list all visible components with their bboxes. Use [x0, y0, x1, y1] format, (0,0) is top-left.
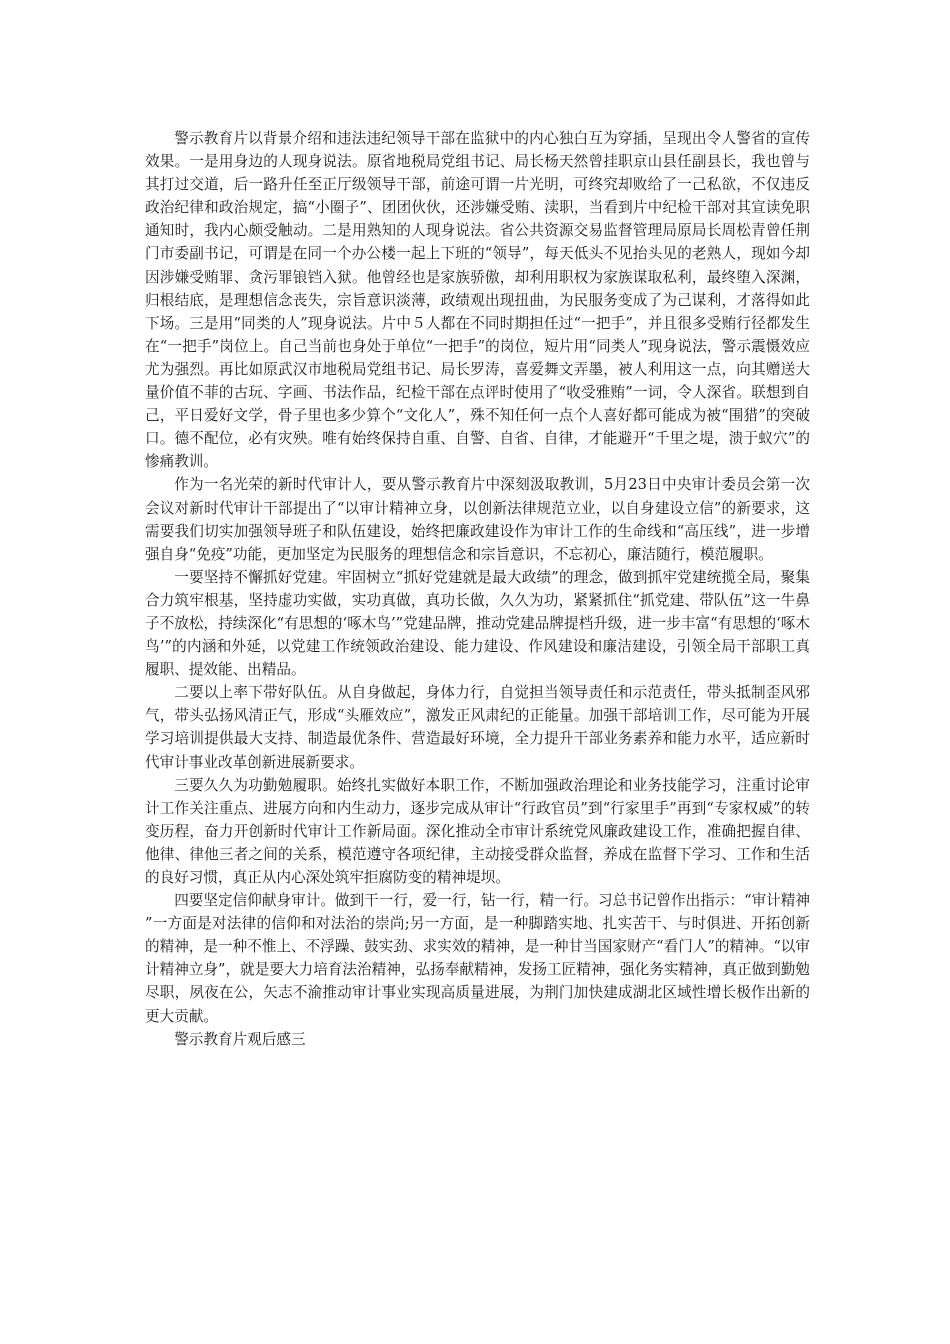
paragraph-5: 三要久久为功勤勉履职。始终扎实做好本职工作，不断加强政治理论和业务技能学习，注重讨论审计工作关注重点、进展方向和内生动力，逐步完成从审计“行政官员”到“行家里手”再到“专家权威”的转变历程，奋力开创新时代审计工作新局面。深化推动全市审计系统党风廉政建设工作，准确把握自律、他律、律他三者之间的关系，模范遵守各项纪律，主动接受群众监督，养成在监督下学习、工作和生活的良好习惯，真正从内心深处筑牢拒腐防变的精神堤坝。 [145, 776, 810, 886]
document-body [145, 127, 810, 1051]
section-title: 警示教育片观后感三 [174, 1030, 306, 1048]
paragraph-6: 四要坚定信仰献身审计。做到干一行，爱一行，钻一行，精一行。习总书记曾作出指示：“审计精神”一方面是对法律的信仰和对法治的崇尚;另一方面，是一种脚踏实地、扎实苦干、与时俱进、开拓创新的精神，是一种不惟上、不浮躁、鼓实劲、求实效的精神，是一种甘当国家财产“看门人”的精神。“以审计精神立身”，就是要大力培育法治精神，弘扬奉献精神，发扬工匠精神，强化务实精神，真正做到勤勉尽职，夙夜在公，矢志不渝推动审计事业实现高质量进展，为荆门加快建成湖北区域性增长极作出新的更大贡献。 [145, 892, 810, 1025]
paragraph-4: 二要以上率下带好队伍。从自身做起，身体力行，自觉担当领导责任和示范责任，带头抵制歪风邪气，带头弘扬风清正气，形成“头雁效应”，激发正风肃纪的正能量。加强干部培训工作，尽可能为开展学习培训提供最大支持、制造最优条件、营造最好环境，全力提升干部业务素养和能力水平，适应新时代审计事业改革创新进展新要求。 [145, 684, 810, 771]
paragraph-3: 一要坚持不懈抓好党建。牢固树立“抓好党建就是最大政绩”的理念，做到抓牢党建统揽全局，聚集合力筑牢根基，坚持虚功实做，实功真做，真功长做，久久为功，紧紧抓住“抓党建、带队伍”这一牛鼻子不放松，持续深化“有思想的‘啄木鸟’”党建品牌，推动党建品牌提档升级，进一步丰富“有思想的‘啄木鸟’”的内涵和外延，以党建工作统领政治建设、能力建设、作风建设和廉洁建设，引领全局干部职工真履职、提效能、出精品。 [145, 568, 810, 679]
paragraph-1: 警示教育片以背景介绍和违法违纪领导干部在监狱中的内心独白互为穿插，呈现出令人警省的宣传效果。一是用身边的人现身说法。原省地税局党组书记、局长杨天然曾挂职京山县任副县长，我也曾与其打过交道，后一路升任至正厅级领导干部，前途可谓一片光明，可终究却败给了一己私欲，不仅违反政治纪律和政治规定，搞“小圈子”、团团伙伙，还涉嫌受贿、渎职，当看到片中纪检干部对其宣读免职通知时，我内心颇受触动。二是用熟知的人现身说法。省公共资源交易监督管理局原局长周松青曾任荆门市委副书记，可谓是在同一个办公楼一起上下班的“领导”，每天低头不见抬头见的老熟人，现如今却因涉嫌受贿罪、贪污罪锒铛入狱。他曾经也是家族骄傲，却利用职权为家族谋取私利，最终堕入深渊，归根结底，是理想信念丧失，宗旨意识淡薄，政绩观出现扭曲，为民服务变成了为己谋利，才落得如此下场。三是用“同类的人”现身说法。片中５人都在不同时期担任过“一把手”，并且很多受贿行径都发生在“一把手”岗位上。自己当前也身处于单位“一把手”的岗位，短片用“同类人”现身说法，警示震慑效应尤为强烈。再比如原武汉市地税局党组书记、局长罗涛，喜爱舞文弄墨，被人利用这一点，向其赠送大量价值不菲的古玩、字画、书法作品，纪检干部在点评时使用了“收受雅贿”一词，令人深省。联想到自己，平日爱好文学，骨子里也多少算个“文化人”，殊不知任何一点个人喜好都可能成为被“围猎”的突破口。德不配位，必有灾殃。唯有始终保持自重、自警、自省、自律，才能避开“千里之堤，溃于蚁穴”的惨痛教训。 [145, 130, 810, 471]
paragraph-2: 作为一名光荣的新时代审计人，要从警示教育片中深刻汲取教训，5月23日中央审计委员会第一次会议对新时代审计干部提出了“以审计精神立身，以创新法律规范立业，以自身建设立信”的新要求，这需要我们切实加强领导班子和队伍建设，始终把廉政建设作为审计工作的生命线和“高压线”，进一步增强自身“免疫”功能，更加坚定为民服务的理想信念和宗旨意识，不忘初心，廉洁随行，模范履职。 [145, 476, 810, 563]
